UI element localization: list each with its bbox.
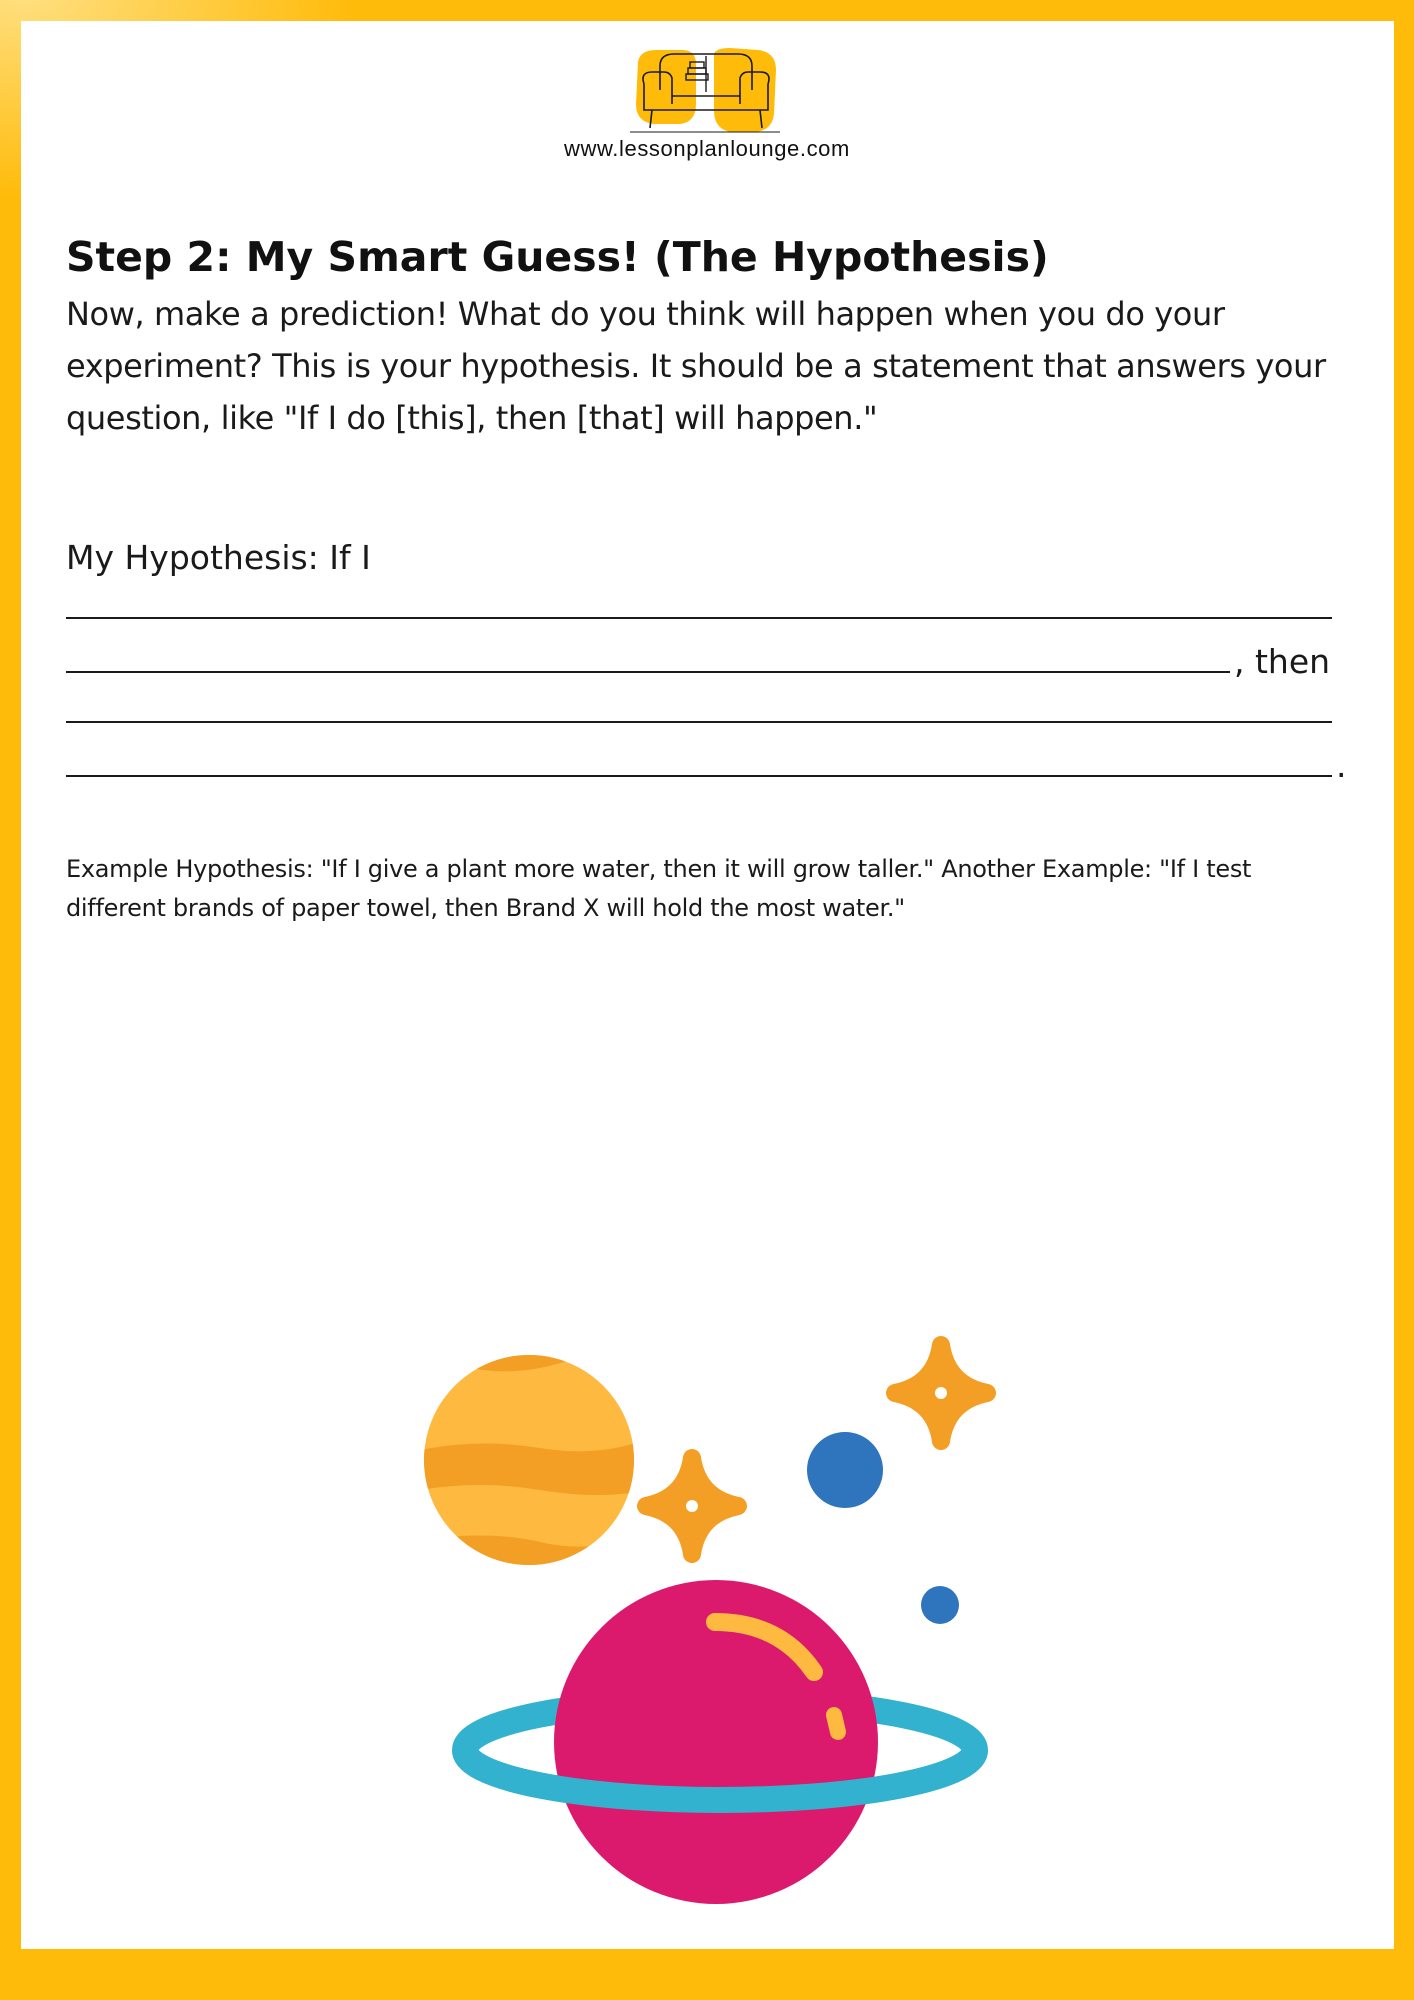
answer-line-3[interactable] xyxy=(66,688,1366,740)
answer-blank[interactable] xyxy=(66,641,1230,673)
then-connector: , then xyxy=(1234,642,1331,681)
answer-line-2[interactable] xyxy=(66,636,1366,688)
answer-line-1[interactable] xyxy=(66,584,1366,636)
answer-blank[interactable] xyxy=(66,587,1332,619)
ringed-planet-icon xyxy=(465,1580,975,1904)
page-title: Step 2: My Smart Guess! (The Hypothesis) xyxy=(66,233,1049,281)
hypothesis-label: My Hypothesis: If I xyxy=(66,538,371,577)
sparkle-star-icon xyxy=(895,1345,987,1441)
answer-blank[interactable] xyxy=(66,745,1332,777)
sparkle-star-icon xyxy=(646,1458,738,1554)
answer-blank[interactable] xyxy=(66,691,1332,723)
sofa-logo-icon xyxy=(630,44,780,144)
answer-line-4[interactable] xyxy=(66,740,1366,792)
example-hypothesis: Example Hypothesis: "If I give a plant more water, then it will grow taller." Another Example: "If I test different brands of paper towel, then Brand X will hold the most water." xyxy=(66,855,1252,922)
blue-dot-icon xyxy=(807,1432,883,1508)
orange-planet-icon xyxy=(420,1330,650,1590)
worksheet-content xyxy=(66,226,1366,928)
period-mark: . xyxy=(1336,746,1347,785)
site-url[interactable]: www.lessonplanlounge.com xyxy=(564,136,850,161)
blue-dot-icon xyxy=(921,1586,959,1624)
space-illustration xyxy=(420,1330,1020,1930)
intro-paragraph: Now, make a prediction! What do you think will happen when you do your experiment? This is your hypothesis. It should be a statement that answers your question, like "If I do [this], then [that] will happen." xyxy=(66,295,1326,437)
